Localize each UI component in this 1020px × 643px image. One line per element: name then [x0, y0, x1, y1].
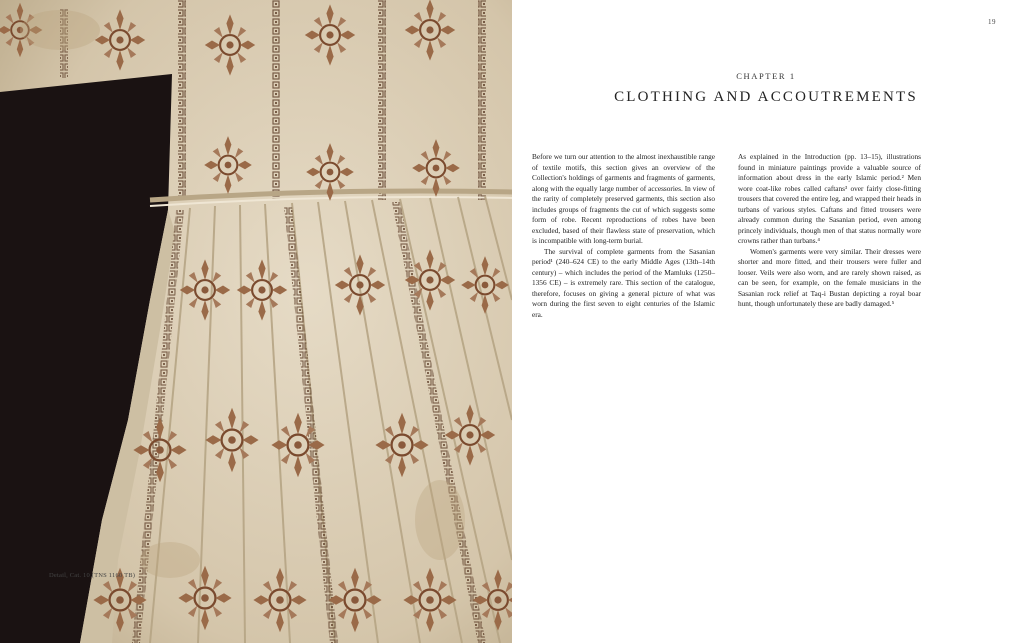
paragraph: Women's garments were very similar. Their dresses were shorter and more fitted, and their trousers were fuller and looser. Veils were also worn, and are rarely shown raised, as can be seen, for example, on the female musicians in the Sasanian rock relief at Taq-i Bustan depicting a royal boar hunt, though unfortunately these are badly damaged.⁵ — [738, 246, 921, 308]
chapter-title: CLOTHING AND ACCOUTREMENTS — [614, 89, 918, 105]
body-column-left — [532, 152, 715, 320]
paragraph: Before we turn our attention to the almost inexhaustible range of textile motifs, this section gives an overview of the Collection's holdings of garments and fragments of garments, along with the equally large number of accessories. In view of the rarity of completely preserved garments, this section also includes groups of fragments the cut of which suggests some form of robe. Recent reproductions of robes have been excluded, based of their flawless state of preservation, which is incompatible with long-term burial. — [532, 152, 715, 245]
text-page — [512, 0, 1020, 643]
image-caption: Detail, Cat. 10 (TNS 1160 TB) — [49, 572, 136, 579]
paragraph: The survival of complete garments from the Sasanian period¹ (240–624 CE) to the early Middle Ages (13th–14th century) – which includes the period of the Mamluks (1250–1356 CE) – is extremely rare. This section of the catalogue, therefore, focuses on giving a general picture of what was worn during the first seven to eight centuries of the Islamic era. — [532, 246, 715, 319]
body-column-right — [738, 152, 921, 310]
paragraph: As explained in the Introduction (pp. 13–15), illustrations found in miniature paintings provide a valuable source of information about dress in the early Islamic period.² Men wore coat-like robes called caftans³ over fairly close-fitting trousers that covered the entire leg, and wrapped their heads in turbans of various styles. Caftans and fitted trousers were already common during the Sasanian period, even among princely individuals, though men of that status normally wore crowns rather than turbans.⁴ — [738, 152, 921, 245]
chapter-label: CHAPTER 1 — [736, 71, 796, 81]
page-number: 19 — [988, 18, 996, 26]
